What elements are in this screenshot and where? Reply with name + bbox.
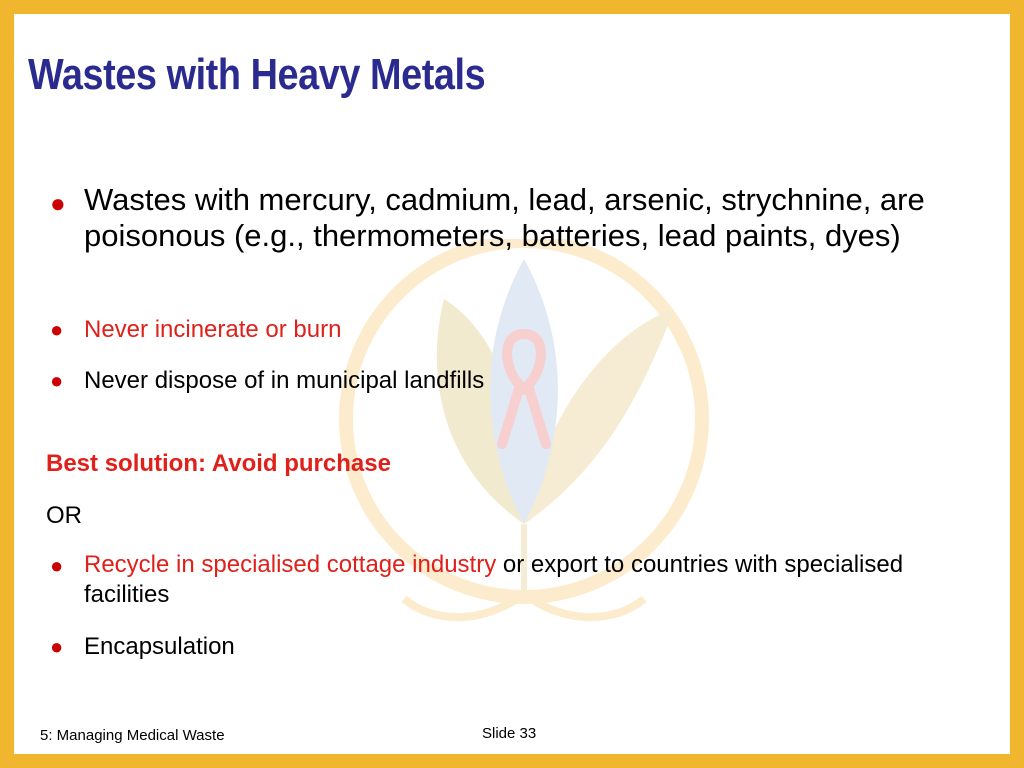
bullet-text-never-incinerate: Never incinerate or burn [84, 316, 342, 343]
bullet-icon: ● [50, 317, 64, 342]
best-solution-text: Best solution: Avoid purchase [46, 450, 391, 477]
slide-number: Slide 33 [482, 725, 537, 742]
bullet-icon: ● [50, 188, 66, 218]
page-title: Wastes with Heavy Metals [28, 50, 486, 99]
bullet-text-never-dispose: Never dispose of in municipal landfills [84, 367, 485, 394]
footer-title: 5: Managing Medical Waste [40, 727, 225, 744]
recycle-highlight-text: Recycle in specialised cottage industry [84, 551, 497, 578]
bullet-icon: ● [50, 634, 64, 659]
recycle-rest-text: or export to countries with specialised facilities [84, 551, 904, 608]
bullet-icon: ● [50, 553, 64, 578]
bullet-text-recycle [84, 550, 964, 610]
or-text: OR [46, 502, 82, 529]
bullet-icon: ● [50, 368, 64, 393]
bullet-text-encapsulation: Encapsulation [84, 633, 235, 660]
slide-content [14, 14, 1010, 754]
bullet-text-heavy-metals: Wastes with mercury, cadmium, lead, arsenic, strychnine, are poisonous (e.g., thermometers, batteries, lead paints, dyes) [84, 182, 925, 253]
